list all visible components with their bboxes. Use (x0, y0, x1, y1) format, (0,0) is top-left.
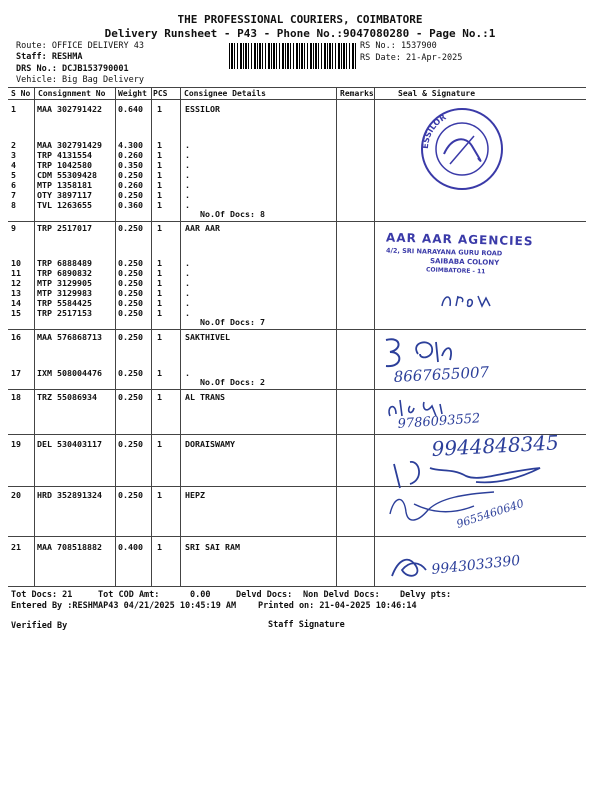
row-weight: 0.260 (118, 150, 143, 160)
row-consignment: MAA 708518882 (37, 542, 102, 552)
row-consignee: . (185, 190, 190, 200)
row-pcs: 1 (157, 332, 162, 342)
row-sno: 11 (11, 268, 21, 278)
row20-phone: 9655460640 (454, 496, 526, 531)
row-weight: 0.250 (118, 368, 143, 378)
agency-stamp (385, 230, 576, 276)
row-sno: 16 (11, 332, 21, 342)
signature-row19 (380, 432, 595, 490)
row-sno: 19 (11, 439, 21, 449)
runsheet-subtitle: Delivery Runsheet - P43 - Phone No.:9047080280 - Page No.:1 (104, 27, 496, 40)
row-weight: 0.360 (118, 200, 143, 210)
row18-phone: 9786093552 (397, 411, 481, 432)
barcode (229, 43, 356, 69)
table-row (0, 140, 600, 150)
staff-label: Staff: RESHMA (16, 52, 83, 62)
row21-phone: 9943033390 (430, 552, 522, 578)
row-consignment: HRD 352891324 (37, 490, 102, 500)
row-pcs: 1 (157, 200, 162, 210)
col-header-remarks: Remarks (340, 89, 374, 98)
table-row (0, 170, 600, 180)
row-weight: 0.260 (118, 180, 143, 190)
row-consignment: TRP 1042580 (37, 160, 92, 170)
row-sno: 18 (11, 392, 21, 402)
col-header-pcs: PCS (153, 89, 168, 98)
row-consignment: TRP 6888489 (37, 258, 92, 268)
row-pcs: 1 (157, 180, 162, 190)
row19-phone: 9944848345 (431, 430, 560, 461)
row-sno: 3 (11, 150, 16, 160)
doc-count: No.Of Docs: 2 (200, 377, 265, 387)
stamp-ring-text: ESSILOR (420, 112, 448, 150)
row-weight: 0.350 (118, 160, 143, 170)
group-divider (8, 329, 586, 330)
row-weight: 0.250 (118, 258, 143, 268)
row-weight: 0.250 (118, 308, 143, 318)
delivery-points: Delvy pts: (400, 590, 452, 600)
row-consignee: . (185, 368, 190, 378)
row-consignee: . (185, 200, 190, 210)
row-pcs: 1 (157, 170, 162, 180)
row-pcs: 1 (157, 368, 162, 378)
row-sno: 4 (11, 160, 16, 170)
row-consignee: SAKTHIVEL (185, 332, 230, 342)
group-divider (8, 536, 586, 537)
row-sno: 13 (11, 288, 21, 298)
row-consignee: . (185, 308, 190, 318)
entered-by: Entered By :RESHMAP43 04/21/2025 10:45:19 AM (11, 601, 237, 611)
col-header-consignee: Consignee Details (184, 89, 266, 98)
row-consignee: HEPZ (185, 490, 205, 500)
row-consignment: CDM 55309428 (37, 170, 97, 180)
row-consignee: . (185, 258, 190, 268)
row-consignee: . (185, 150, 190, 160)
table-row (0, 160, 600, 170)
row-weight: 0.250 (118, 288, 143, 298)
table-row (0, 278, 600, 288)
row-pcs: 1 (157, 160, 162, 170)
signature-row16 (380, 334, 560, 386)
table-row (0, 180, 600, 190)
table-border-top (8, 87, 586, 88)
row-pcs: 1 (157, 278, 162, 288)
group-divider (8, 389, 586, 390)
row-pcs: 1 (157, 490, 162, 500)
row-weight: 0.250 (118, 490, 143, 500)
row-consignment: TRP 6890832 (37, 268, 92, 278)
stamp-address: 4/2, SRI NARAYANA GURU ROAD (385, 246, 503, 258)
row-weight: 0.250 (118, 298, 143, 308)
total-cod-label: Tot COD Amt: (98, 590, 160, 600)
row-sno: 17 (11, 368, 21, 378)
row-pcs: 1 (157, 190, 162, 200)
stamp-area: SAIBABA COLONY (429, 257, 500, 267)
printed-on: Printed on: 21-04-2025 10:46:14 (258, 601, 417, 611)
row-consignee: . (185, 278, 190, 288)
row-consignee: . (185, 268, 190, 278)
company-title: THE PROFESSIONAL COURIERS, COIMBATORE (177, 13, 423, 26)
row-consignment: TRZ 55086934 (37, 392, 97, 402)
row-weight: 0.250 (118, 439, 143, 449)
row-consignment: TRP 2517153 (37, 308, 92, 318)
row-consignment: TRP 2517017 (37, 223, 92, 233)
row-weight: 0.400 (118, 542, 143, 552)
row-sno: 15 (11, 308, 21, 318)
signature-row18 (384, 394, 584, 430)
row-consignment: MAA 576868713 (37, 332, 102, 342)
drs-no-label: DRS No.: DCJB153790001 (16, 64, 129, 74)
signature-row9 (438, 290, 498, 312)
row-sno: 5 (11, 170, 16, 180)
row-consignee: . (185, 180, 190, 190)
row-consignment: MAA 302791422 (37, 104, 102, 114)
row-weight: 0.250 (118, 392, 143, 402)
table-row (0, 298, 600, 308)
row-sno: 12 (11, 278, 21, 288)
row-sno: 6 (11, 180, 16, 190)
row-sno: 21 (11, 542, 21, 552)
row-pcs: 1 (157, 268, 162, 278)
col-header-consignment: Consignment No (38, 89, 106, 98)
row-consignment: OTY 3897117 (37, 190, 92, 200)
row-weight: 0.250 (118, 170, 143, 180)
delivered-docs: Delvd Docs: (236, 590, 293, 600)
staff-signature: Staff Signature (268, 620, 345, 630)
row-consignment: MAA 302791429 (37, 140, 102, 150)
row-sno: 9 (11, 223, 16, 233)
row-pcs: 1 (157, 150, 162, 160)
row-consignee: . (185, 160, 190, 170)
row-consignee: . (185, 288, 190, 298)
table-row (0, 190, 600, 200)
row-consignee: SRI SAI RAM (185, 542, 240, 552)
row-pcs: 1 (157, 140, 162, 150)
row-weight: 0.640 (118, 104, 143, 114)
row-consignee: . (185, 298, 190, 308)
row-consignee: AL TRANS (185, 392, 225, 402)
row-weight: 0.250 (118, 332, 143, 342)
row-pcs: 1 (157, 258, 162, 268)
row-sno: 20 (11, 490, 21, 500)
row-consignment: TRP 4131554 (37, 150, 92, 160)
stamp-city: COIMBATORE - 11 (425, 266, 486, 276)
col-header-sno: S No (11, 89, 31, 98)
total-cod-amount: 0.00 (190, 590, 211, 600)
row-pcs: 1 (157, 308, 162, 318)
row-sno: 2 (11, 140, 16, 150)
group-divider (8, 221, 586, 222)
verified-by: Verified By (11, 621, 68, 631)
signature-row21 (386, 540, 566, 584)
table-row (0, 200, 600, 210)
row-consignee: . (185, 140, 190, 150)
row-weight: 4.300 (118, 140, 143, 150)
col-header-weight: Weight (118, 89, 147, 98)
row-pcs: 1 (157, 104, 162, 114)
row-sno: 7 (11, 190, 16, 200)
doc-count: No.Of Docs: 8 (200, 209, 265, 219)
vehicle-label: Vehicle: Big Bag Delivery (16, 75, 144, 85)
rs-no-label: RS No.: 1537900 (360, 41, 437, 51)
rs-date-label: RS Date: 21-Apr-2025 (360, 53, 463, 63)
row-consignment: TRP 5584425 (37, 298, 92, 308)
signature-row20 (384, 484, 584, 534)
row-consignee: DORAISWAMY (185, 439, 235, 449)
row-consignee: . (185, 170, 190, 180)
row-consignee: ESSILOR (185, 104, 220, 114)
row-consignment: MTP 3129905 (37, 278, 92, 288)
row-pcs: 1 (157, 392, 162, 402)
total-docs: Tot Docs: 21 (11, 590, 73, 600)
row16-phone: 8667655007 (393, 363, 490, 386)
row-pcs: 1 (157, 542, 162, 552)
round-stamp (414, 106, 510, 192)
row-weight: 0.250 (118, 223, 143, 233)
row-pcs: 1 (157, 288, 162, 298)
row-consignment: MTP 1358181 (37, 180, 92, 190)
table-border-bottom (8, 586, 586, 587)
route-label: Route: OFFICE DELIVERY 43 (16, 41, 144, 51)
row-pcs: 1 (157, 439, 162, 449)
row-consignee: AAR AAR (185, 223, 220, 233)
row-sno: 14 (11, 298, 21, 308)
row-consignment: IXM 508004476 (37, 368, 102, 378)
row-consignment: MTP 3129983 (37, 288, 92, 298)
header-divider (8, 99, 586, 100)
row-sno: 8 (11, 200, 16, 210)
row-weight: 0.250 (118, 190, 143, 200)
table-row (0, 104, 600, 114)
table-row (0, 223, 600, 233)
row-pcs: 1 (157, 223, 162, 233)
stamp-name: AAR AAR AGENCIES (385, 230, 534, 249)
table-row (0, 150, 600, 160)
non-delivered-docs: Non Delvd Docs: (303, 590, 380, 600)
row-weight: 0.250 (118, 278, 143, 288)
row-weight: 0.250 (118, 268, 143, 278)
table-row (0, 288, 600, 298)
doc-count: No.Of Docs: 7 (200, 317, 265, 327)
row-sno: 1 (11, 104, 16, 114)
table-row (0, 308, 600, 318)
row-consignment: DEL 530403117 (37, 439, 102, 449)
row-sno: 10 (11, 258, 21, 268)
row-pcs: 1 (157, 298, 162, 308)
col-header-signature: Seal & Signature (398, 89, 476, 98)
row-consignment: TVL 1263655 (37, 200, 92, 210)
